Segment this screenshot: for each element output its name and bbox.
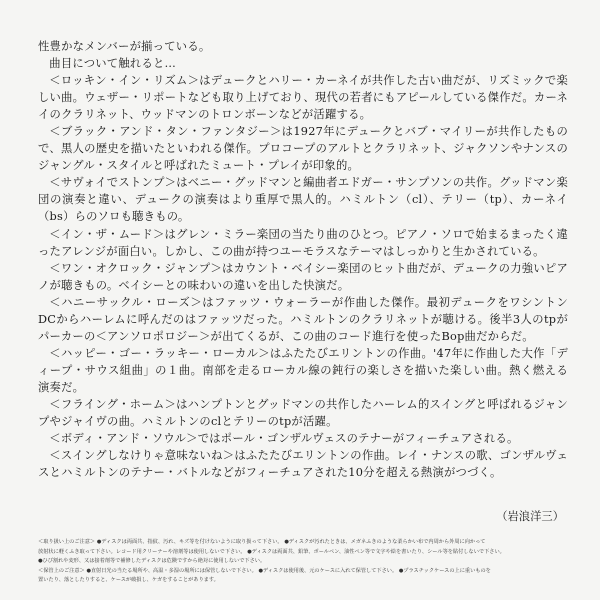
essay-paragraph: ＜ワン・オクロック・ジャンプ＞はカウント・ベイシー楽団のヒット曲だが、デュークの力強いピアノが聴きもの。ベイシーとの味わいの違いを出した快演だ。 (38, 261, 568, 292)
essay-paragraph: ＜ハニーサックル・ローズ＞はファッツ・ウォーラーが作曲した傑作。最初デュークをワシントンDCからハーレムに呼んだのはファッツだった。ハミルトンのクラリネットが聴ける。後半3人のtpがパーカーの＜アンソロポロジー＞が出てくるが、この曲のコード進行を使ったBop曲だからだ。 (38, 295, 568, 343)
author-credit: （岩浪洋三） (496, 510, 564, 523)
essay-text (38, 38, 568, 481)
essay-paragraph: ＜フライング・ホーム＞はハンプトンとグッドマンの共作したハーレム的スイングと呼ばれるジャンプやジャイヴの曲。ハミルトンのclとテリーのtpが活躍。 (38, 397, 568, 429)
handling-notes (38, 538, 566, 586)
essay-paragraph: ＜ボディ・アンド・ソウル＞ではポール・ゴンザルヴェスのテナーがフィーチュアされる。 (49, 432, 519, 446)
essay-paragraph: ＜スイングしなけりゃ意味ないね＞はふたたびエリントンの作曲。レイ・ナンスの歌、ゴンザルヴェスとハミルトンのテナー・バトルなどがフィーチュアされた10分を超える熱演がつづく。 (38, 449, 568, 480)
essay-paragraph: 性豊かなメンバーが揃っている。 (38, 40, 211, 53)
handling-note-line: 置いたり、落としたりすると、ケースが破損し、ケガをすることがあります。 (38, 577, 219, 584)
handling-note-line: ●ひび割れや変形、又は接着剤等で補修したディスクは危険ですから絶対に使用しないで下さい。 (38, 558, 266, 565)
essay-paragraph: ＜ブラック・アンド・タン・ファンタジー＞は1927年にデュークとバブ・マイリーが共作したもので、黒人の歴史を描いたといわれる傑作。プロコープのアルトとクラリネット、ジャクソンやナンスのジャングル・スタイルと呼ばれたミュート・プレイが印象的。 (38, 125, 568, 173)
essay-paragraph: ＜ロッキン・イン・リズム＞はデュークとハリー・カーネイが共作した古い曲だが、リズミックで楽しい曲。ウェザー・リポートなども取り上げており、現代の若者にもアピールしている傑作だ。カーネイのクラリネット、ウッドマンのトロンボーンなどが活躍する。 (38, 74, 568, 122)
essay-paragraph: ＜イン・ザ・ムード＞はグレン・ミラー楽団の当たり曲のひとつ。ピアノ・ソロで始まるまったく違ったアレンジが面白い。しかし、この曲が持つユーモラスなテーマはしっかりと生かされている。 (38, 227, 568, 258)
handling-note-line: 放射状に軽くふき取って下さい。レコード用クリーナーや溶剤等は使用しないで下さい。 ●ディスクは両面共、鉛筆、ボールペン、油性ペン等で文字や絵を書いたり、シール等を貼付しないで下さい。 (38, 548, 505, 555)
handling-note-line: ＜取り扱い上のご注意＞ ●ディスクは両面共、指紋、汚れ、キズ等を付けないように取り扱って下さい。 ●ディスクが汚れたときは、メガネふきのような柔らかい布で内周から外周に向かって (38, 539, 486, 545)
essay-paragraph: ＜サヴォイでストンプ＞はベニー・グッドマンと編曲者エドガー・サンプソンの共作。グッドマン楽団の演奏と違い、デュークの演奏はより重厚で黒人的。ハミルトン（cl）、テリー（tp）、カーネイ（bs）らのソロも聴きもの。 (38, 176, 568, 224)
handling-note-line: ＜保管上のご注意＞ ●直射日光の当たる場所や、高温・多湿の場所には保管しないで下さい。 ●ディスクは使用後、元のケースに入れて保管して下さい。 ●プラスチックケースの上に重いものを (38, 567, 491, 574)
essay-paragraph: ＜ハッピー・ゴー・ラッキー・ローカル＞はふたたびエリントンの作曲。'47年に作曲した大作「ディープ・サウス組曲」の１曲。南部を走るローカル線の鈍行の楽しさを描いた楽しい曲。熱く燃える演奏だ。 (38, 346, 568, 394)
essay-paragraph: 曲目について触れると… (49, 57, 177, 71)
